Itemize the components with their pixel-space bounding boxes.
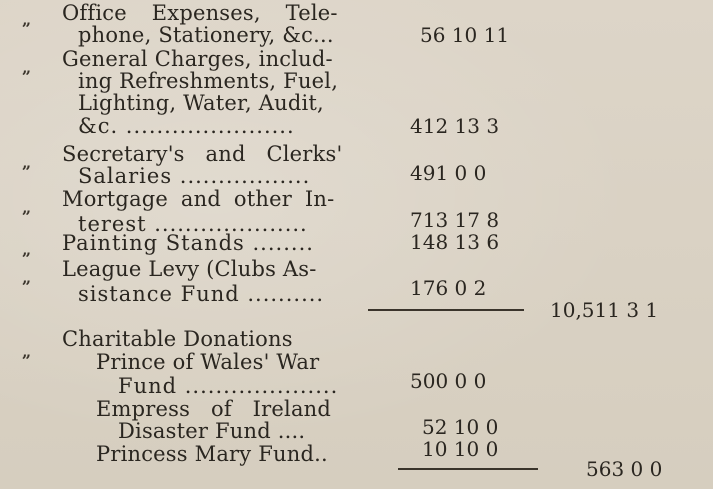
- item-amount: 491 0 0: [410, 161, 487, 185]
- item-line: General Charges, includ-: [62, 47, 333, 71]
- ditto-mark: „: [22, 342, 32, 361]
- item-line: Painting Stands ........: [62, 231, 314, 255]
- item-line: sistance Fund ..........: [78, 282, 325, 306]
- donation-line: Fund ....................: [118, 374, 339, 398]
- ditto-mark: „: [22, 198, 32, 217]
- item-amount: 713 17 8: [410, 208, 500, 232]
- item-line: ing Refreshments, Fuel,: [78, 69, 339, 93]
- subtotal-amount: 563 0 0: [586, 457, 663, 481]
- item-line: Office Expenses, Tele-: [62, 1, 338, 25]
- item-amount: 412 13 3: [410, 114, 500, 138]
- ditto-mark: „: [22, 240, 32, 259]
- item-line: Mortgage and other In-: [62, 187, 335, 211]
- ditto-mark: „: [22, 268, 32, 287]
- donations-heading: Charitable Donations: [62, 327, 293, 351]
- donation-amount: 10 10 0: [422, 437, 499, 461]
- ditto-mark: „: [22, 58, 32, 77]
- donation-amount: 500 0 0: [410, 369, 487, 393]
- donation-line: Prince of Wales' War: [96, 350, 320, 374]
- ditto-mark: „: [22, 10, 32, 29]
- item-line: phone, Stationery, &c...: [78, 23, 334, 47]
- item-amount: 148 13 6: [410, 230, 500, 254]
- subtotal-amount: 10,511 3 1: [550, 298, 659, 322]
- item-line: Salaries .................: [78, 164, 311, 188]
- item-line: &c. ......................: [78, 114, 295, 138]
- donation-amount: 52 10 0: [422, 415, 499, 439]
- donation-line: Empress of Ireland: [96, 397, 332, 421]
- subtotal-rule: [398, 468, 538, 470]
- item-line: Lighting, Water, Audit,: [78, 91, 324, 115]
- item-line: League Levy (Clubs As-: [62, 257, 317, 281]
- subtotal-rule: [368, 309, 524, 311]
- ditto-mark: „: [22, 153, 32, 172]
- item-line: terest ....................: [78, 212, 308, 236]
- item-amount: 176 0 2: [410, 276, 487, 300]
- item-line: Secretary's and Clerks': [62, 142, 343, 166]
- donation-line: Disaster Fund ....: [118, 419, 306, 443]
- donation-line: Princess Mary Fund..: [96, 442, 328, 466]
- item-amount: 56 10 11: [420, 23, 510, 47]
